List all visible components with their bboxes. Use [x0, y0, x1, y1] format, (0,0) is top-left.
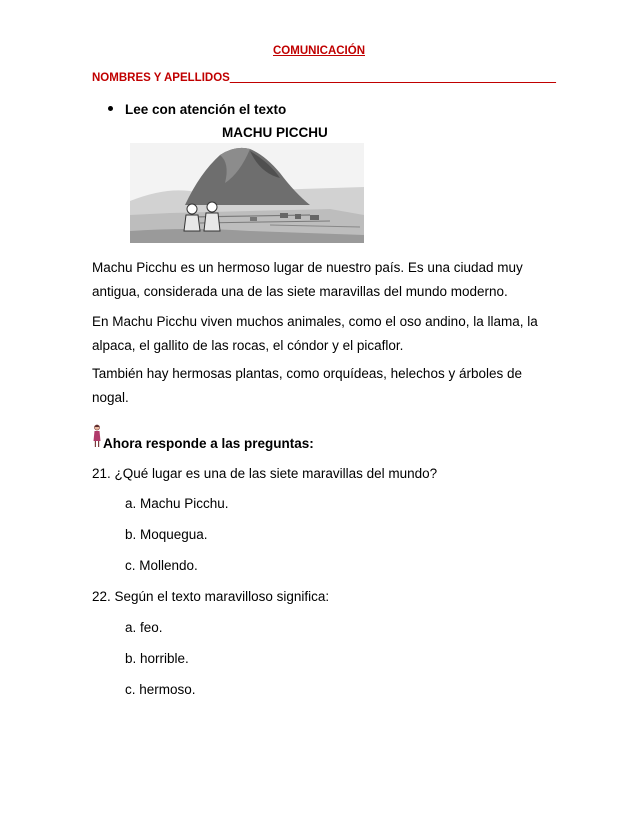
machu-picchu-illustration	[130, 143, 364, 243]
name-label: NOMBRES Y APELLIDOS	[92, 72, 230, 84]
name-blank-line: ___________________________________________________	[229, 72, 556, 84]
questions-prompt	[92, 424, 314, 451]
instruction	[108, 102, 286, 117]
question-21-option-b: b. Moquegua.	[125, 527, 208, 542]
question-22-option-c: c. hermoso.	[125, 682, 196, 697]
bullet-icon	[108, 106, 113, 111]
question-21: 21. ¿Qué lugar es una de las siete maravillas del mundo?	[92, 466, 438, 481]
paragraph-2: En Machu Picchu viven muchos animales, como el oso andino, la llama, la alpaca, el gallito de las rocas, el cóndor y el picaflor.	[92, 314, 538, 353]
instruction-text: Lee con atención el texto	[125, 102, 287, 117]
questions-prompt-text: Ahora responde a las preguntas:	[103, 436, 314, 451]
reading-title: MACHU PICCHU	[222, 125, 328, 140]
girl-figure-icon	[92, 424, 102, 451]
question-21-option-a: a. Machu Picchu.	[125, 496, 229, 511]
paragraph-1: Machu Picchu es un hermoso lugar de nuestro país. Es una ciudad muy antigua, considerada una de las siete maravillas del mundo moderno.	[92, 260, 523, 299]
name-field	[92, 72, 556, 84]
paragraph-3: También hay hermosas plantas, como orquídeas, helechos y árboles de nogal.	[92, 366, 522, 405]
question-22-option-b: b. horrible.	[125, 651, 189, 666]
question-22-option-a: a. feo.	[125, 620, 163, 635]
worksheet-title: COMUNICACIÓN	[273, 45, 365, 57]
question-21-option-c: c. Mollendo.	[125, 558, 198, 573]
question-22: 22. Según el texto maravilloso significa:	[92, 589, 330, 604]
